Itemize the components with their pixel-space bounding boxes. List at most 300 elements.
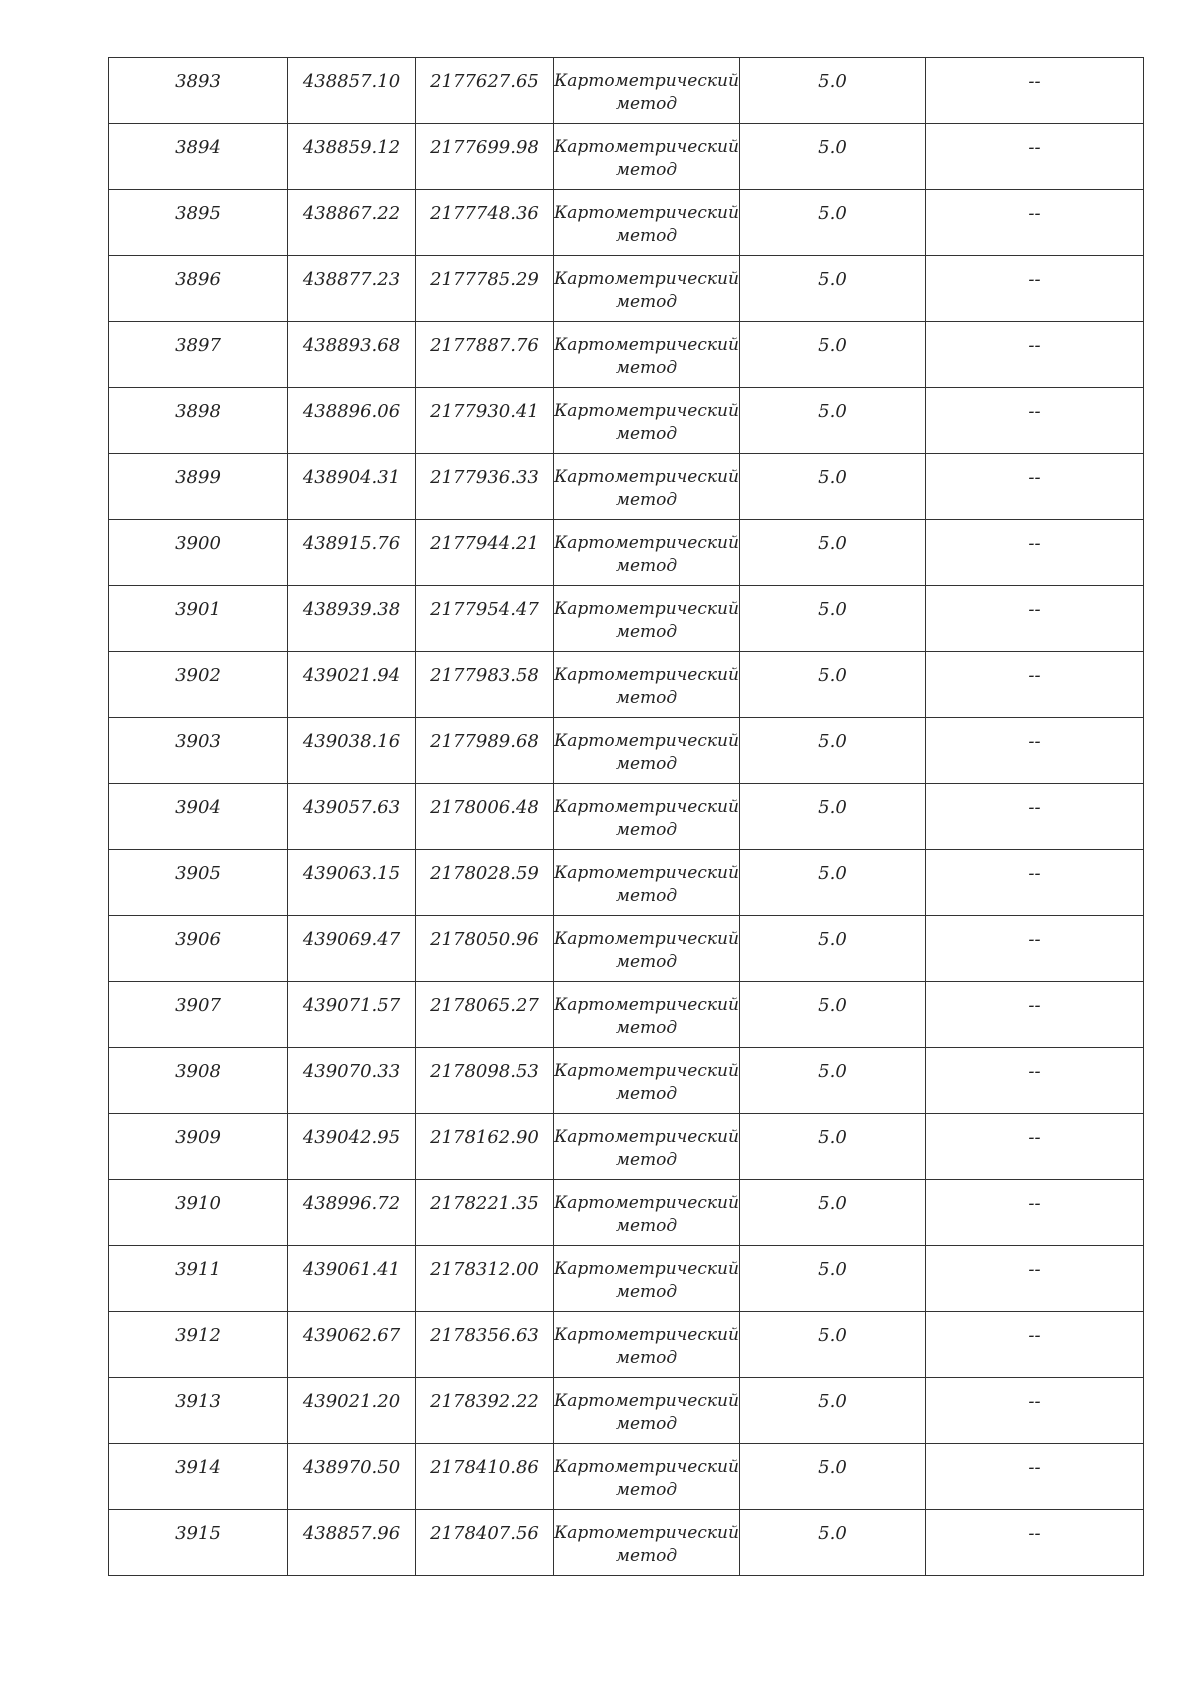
y-coordinate-cell — [416, 322, 554, 388]
y-coordinate-cell-text: 2177936.33 — [430, 467, 539, 488]
note-cell-text: -- — [1028, 863, 1041, 884]
table-row — [109, 1180, 1144, 1246]
note-cell — [926, 1510, 1144, 1576]
y-coordinate-cell — [416, 1048, 554, 1114]
note-cell — [926, 652, 1144, 718]
point-number-cell — [109, 1378, 288, 1444]
y-coordinate-cell-text: 2178392.22 — [430, 1391, 539, 1412]
y-coordinate-cell-text: 2178098.53 — [430, 1061, 539, 1082]
method-cell-text: Картометрический метод — [554, 1061, 739, 1104]
note-cell-text: -- — [1028, 401, 1041, 422]
x-coordinate-cell-text: 439069.47 — [302, 929, 401, 950]
y-coordinate-cell — [416, 652, 554, 718]
note-cell-text: -- — [1028, 599, 1041, 620]
y-coordinate-cell — [416, 1378, 554, 1444]
accuracy-cell-text: 5.0 — [818, 401, 847, 422]
note-cell-text: -- — [1028, 1259, 1041, 1280]
x-coordinate-cell-text: 439063.15 — [302, 863, 401, 884]
y-coordinate-cell-text: 2178050.96 — [430, 929, 539, 950]
accuracy-cell-text: 5.0 — [818, 467, 847, 488]
x-coordinate-cell — [288, 718, 416, 784]
x-coordinate-cell-text: 439021.94 — [302, 665, 401, 686]
accuracy-cell-text: 5.0 — [818, 71, 847, 92]
accuracy-cell-text: 5.0 — [818, 1193, 847, 1214]
point-number-cell — [109, 190, 288, 256]
point-number-cell — [109, 784, 288, 850]
note-cell — [926, 322, 1144, 388]
point-number-cell-text: 3908 — [175, 1061, 221, 1082]
accuracy-cell-text: 5.0 — [818, 335, 847, 356]
method-cell-text: Картометрический метод — [554, 665, 739, 708]
x-coordinate-cell — [288, 1246, 416, 1312]
note-cell — [926, 190, 1144, 256]
y-coordinate-cell-text: 2177983.58 — [430, 665, 539, 686]
method-cell — [554, 652, 740, 718]
x-coordinate-cell-text: 438859.12 — [302, 137, 401, 158]
y-coordinate-cell-text: 2177699.98 — [430, 137, 539, 158]
method-cell-text: Картометрический метод — [554, 1127, 739, 1170]
x-coordinate-cell — [288, 982, 416, 1048]
x-coordinate-cell-text: 439021.20 — [302, 1391, 401, 1412]
table-row — [109, 1378, 1144, 1444]
note-cell — [926, 1246, 1144, 1312]
method-cell-text: Картометрический метод — [554, 71, 739, 114]
y-coordinate-cell-text: 2178410.86 — [430, 1457, 539, 1478]
note-cell — [926, 718, 1144, 784]
y-coordinate-cell — [416, 718, 554, 784]
coordinates-table — [108, 57, 1144, 1576]
note-cell — [926, 1048, 1144, 1114]
method-cell — [554, 1378, 740, 1444]
x-coordinate-cell-text: 439070.33 — [302, 1061, 401, 1082]
accuracy-cell — [740, 916, 926, 982]
note-cell-text: -- — [1028, 1127, 1041, 1148]
accuracy-cell — [740, 58, 926, 124]
point-number-cell — [109, 718, 288, 784]
x-coordinate-cell — [288, 454, 416, 520]
table-row — [109, 916, 1144, 982]
method-cell — [554, 982, 740, 1048]
point-number-cell-text: 3907 — [175, 995, 221, 1016]
y-coordinate-cell — [416, 916, 554, 982]
x-coordinate-cell-text: 439061.41 — [302, 1259, 401, 1280]
method-cell — [554, 322, 740, 388]
point-number-cell-text: 3900 — [175, 533, 221, 554]
method-cell-text: Картометрический метод — [554, 137, 739, 180]
accuracy-cell-text: 5.0 — [818, 1061, 847, 1082]
x-coordinate-cell-text: 439057.63 — [302, 797, 401, 818]
note-cell-text: -- — [1028, 533, 1041, 554]
y-coordinate-cell-text: 2178065.27 — [430, 995, 539, 1016]
table-row — [109, 1510, 1144, 1576]
note-cell-text: -- — [1028, 1325, 1041, 1346]
method-cell — [554, 124, 740, 190]
accuracy-cell-text: 5.0 — [818, 929, 847, 950]
y-coordinate-cell — [416, 124, 554, 190]
note-cell-text: -- — [1028, 665, 1041, 686]
point-number-cell — [109, 1312, 288, 1378]
method-cell — [554, 1312, 740, 1378]
table-row — [109, 718, 1144, 784]
point-number-cell-text: 3894 — [175, 137, 221, 158]
accuracy-cell — [740, 124, 926, 190]
table-row — [109, 1048, 1144, 1114]
y-coordinate-cell — [416, 982, 554, 1048]
y-coordinate-cell-text: 2178028.59 — [430, 863, 539, 884]
accuracy-cell — [740, 1444, 926, 1510]
y-coordinate-cell-text: 2177944.21 — [430, 533, 539, 554]
point-number-cell-text: 3901 — [175, 599, 221, 620]
table-body — [109, 58, 1144, 1576]
note-cell — [926, 850, 1144, 916]
point-number-cell — [109, 322, 288, 388]
x-coordinate-cell-text: 438915.76 — [302, 533, 401, 554]
y-coordinate-cell — [416, 1444, 554, 1510]
table-row — [109, 58, 1144, 124]
x-coordinate-cell — [288, 256, 416, 322]
method-cell-text: Картометрический метод — [554, 1457, 739, 1500]
y-coordinate-cell-text: 2178221.35 — [430, 1193, 539, 1214]
method-cell-text: Картометрический метод — [554, 797, 739, 840]
point-number-cell-text: 3906 — [175, 929, 221, 950]
note-cell — [926, 1180, 1144, 1246]
point-number-cell — [109, 1180, 288, 1246]
method-cell-text: Картометрический метод — [554, 995, 739, 1038]
y-coordinate-cell-text: 2178162.90 — [430, 1127, 539, 1148]
method-cell-text: Картометрический метод — [554, 1391, 739, 1434]
x-coordinate-cell-text: 439071.57 — [302, 995, 401, 1016]
method-cell-text: Картометрический метод — [554, 731, 739, 774]
accuracy-cell — [740, 1114, 926, 1180]
x-coordinate-cell-text: 438893.68 — [302, 335, 401, 356]
y-coordinate-cell-text: 2178407.56 — [430, 1523, 539, 1544]
accuracy-cell-text: 5.0 — [818, 599, 847, 620]
accuracy-cell — [740, 1246, 926, 1312]
accuracy-cell — [740, 586, 926, 652]
accuracy-cell-text: 5.0 — [818, 203, 847, 224]
table-row — [109, 1312, 1144, 1378]
note-cell-text: -- — [1028, 995, 1041, 1016]
x-coordinate-cell-text: 439038.16 — [302, 731, 401, 752]
y-coordinate-cell — [416, 586, 554, 652]
accuracy-cell-text: 5.0 — [818, 863, 847, 884]
table-row — [109, 388, 1144, 454]
x-coordinate-cell — [288, 916, 416, 982]
y-coordinate-cell-text: 2178006.48 — [430, 797, 539, 818]
y-coordinate-cell — [416, 256, 554, 322]
accuracy-cell — [740, 388, 926, 454]
point-number-cell — [109, 652, 288, 718]
method-cell-text: Картометрический метод — [554, 533, 739, 576]
method-cell-text: Картометрический метод — [554, 1259, 739, 1302]
y-coordinate-cell-text: 2177989.68 — [430, 731, 539, 752]
x-coordinate-cell — [288, 1312, 416, 1378]
point-number-cell — [109, 1114, 288, 1180]
x-coordinate-cell-text: 438996.72 — [302, 1193, 401, 1214]
note-cell-text: -- — [1028, 1457, 1041, 1478]
accuracy-cell-text: 5.0 — [818, 1259, 847, 1280]
note-cell — [926, 1378, 1144, 1444]
point-number-cell-text: 3897 — [175, 335, 221, 356]
method-cell — [554, 1180, 740, 1246]
y-coordinate-cell — [416, 784, 554, 850]
x-coordinate-cell-text: 438904.31 — [302, 467, 401, 488]
accuracy-cell-text: 5.0 — [818, 665, 847, 686]
note-cell — [926, 454, 1144, 520]
x-coordinate-cell-text: 438970.50 — [302, 1457, 401, 1478]
method-cell — [554, 1114, 740, 1180]
table-row — [109, 124, 1144, 190]
x-coordinate-cell — [288, 586, 416, 652]
point-number-cell-text: 3895 — [175, 203, 221, 224]
note-cell — [926, 388, 1144, 454]
y-coordinate-cell-text: 2177785.29 — [430, 269, 539, 290]
table-row — [109, 520, 1144, 586]
y-coordinate-cell — [416, 1510, 554, 1576]
point-number-cell — [109, 1444, 288, 1510]
point-number-cell-text: 3898 — [175, 401, 221, 422]
method-cell-text: Картометрический метод — [554, 467, 739, 510]
accuracy-cell-text: 5.0 — [818, 269, 847, 290]
x-coordinate-cell-text: 439042.95 — [302, 1127, 401, 1148]
method-cell-text: Картометрический метод — [554, 1523, 739, 1566]
table-row — [109, 1114, 1144, 1180]
method-cell — [554, 718, 740, 784]
note-cell-text: -- — [1028, 929, 1041, 950]
table-row — [109, 1444, 1144, 1510]
note-cell — [926, 916, 1144, 982]
table-row — [109, 652, 1144, 718]
point-number-cell — [109, 454, 288, 520]
method-cell-text: Картометрический метод — [554, 203, 739, 246]
accuracy-cell — [740, 982, 926, 1048]
point-number-cell-text: 3914 — [175, 1457, 221, 1478]
accuracy-cell — [740, 1510, 926, 1576]
point-number-cell-text: 3909 — [175, 1127, 221, 1148]
method-cell — [554, 784, 740, 850]
point-number-cell-text: 3915 — [175, 1523, 221, 1544]
x-coordinate-cell — [288, 520, 416, 586]
accuracy-cell-text: 5.0 — [818, 731, 847, 752]
note-cell — [926, 982, 1144, 1048]
y-coordinate-cell — [416, 190, 554, 256]
point-number-cell-text: 3902 — [175, 665, 221, 686]
method-cell — [554, 1510, 740, 1576]
method-cell-text: Картометрический метод — [554, 335, 739, 378]
accuracy-cell — [740, 1048, 926, 1114]
x-coordinate-cell — [288, 1444, 416, 1510]
note-cell-text: -- — [1028, 269, 1041, 290]
method-cell-text: Картометрический метод — [554, 1193, 739, 1236]
accuracy-cell — [740, 1180, 926, 1246]
method-cell-text: Картометрический метод — [554, 929, 739, 972]
note-cell-text: -- — [1028, 1193, 1041, 1214]
accuracy-cell — [740, 652, 926, 718]
x-coordinate-cell — [288, 58, 416, 124]
accuracy-cell — [740, 1378, 926, 1444]
method-cell — [554, 454, 740, 520]
x-coordinate-cell — [288, 124, 416, 190]
note-cell-text: -- — [1028, 137, 1041, 158]
accuracy-cell — [740, 784, 926, 850]
point-number-cell-text: 3893 — [175, 71, 221, 92]
x-coordinate-cell — [288, 1510, 416, 1576]
table-row — [109, 1246, 1144, 1312]
x-coordinate-cell — [288, 652, 416, 718]
method-cell-text: Картометрический метод — [554, 863, 739, 906]
y-coordinate-cell — [416, 520, 554, 586]
y-coordinate-cell-text: 2178356.63 — [430, 1325, 539, 1346]
point-number-cell — [109, 1510, 288, 1576]
x-coordinate-cell-text: 438857.10 — [302, 71, 401, 92]
accuracy-cell-text: 5.0 — [818, 1457, 847, 1478]
table-row — [109, 454, 1144, 520]
table-row — [109, 784, 1144, 850]
accuracy-cell — [740, 322, 926, 388]
point-number-cell-text: 3905 — [175, 863, 221, 884]
method-cell — [554, 1444, 740, 1510]
x-coordinate-cell — [288, 1180, 416, 1246]
method-cell — [554, 1246, 740, 1312]
y-coordinate-cell-text: 2178312.00 — [430, 1259, 539, 1280]
point-number-cell — [109, 1048, 288, 1114]
method-cell — [554, 1048, 740, 1114]
accuracy-cell — [740, 1312, 926, 1378]
note-cell-text: -- — [1028, 1061, 1041, 1082]
table-row — [109, 850, 1144, 916]
point-number-cell — [109, 58, 288, 124]
accuracy-cell-text: 5.0 — [818, 1325, 847, 1346]
x-coordinate-cell-text: 438896.06 — [302, 401, 401, 422]
y-coordinate-cell — [416, 1312, 554, 1378]
x-coordinate-cell — [288, 1114, 416, 1180]
note-cell-text: -- — [1028, 203, 1041, 224]
point-number-cell-text: 3899 — [175, 467, 221, 488]
note-cell-text: -- — [1028, 1523, 1041, 1544]
x-coordinate-cell — [288, 190, 416, 256]
method-cell — [554, 190, 740, 256]
x-coordinate-cell — [288, 784, 416, 850]
x-coordinate-cell — [288, 850, 416, 916]
point-number-cell-text: 3912 — [175, 1325, 221, 1346]
x-coordinate-cell-text: 439062.67 — [302, 1325, 401, 1346]
accuracy-cell-text: 5.0 — [818, 995, 847, 1016]
accuracy-cell-text: 5.0 — [818, 137, 847, 158]
x-coordinate-cell-text: 438867.22 — [302, 203, 401, 224]
note-cell — [926, 520, 1144, 586]
point-number-cell-text: 3896 — [175, 269, 221, 290]
point-number-cell — [109, 256, 288, 322]
note-cell — [926, 124, 1144, 190]
y-coordinate-cell — [416, 1114, 554, 1180]
table-row — [109, 256, 1144, 322]
note-cell — [926, 58, 1144, 124]
note-cell-text: -- — [1028, 1391, 1041, 1412]
accuracy-cell-text: 5.0 — [818, 1523, 847, 1544]
method-cell — [554, 520, 740, 586]
y-coordinate-cell — [416, 1180, 554, 1246]
table-row — [109, 190, 1144, 256]
method-cell-text: Картометрический метод — [554, 1325, 739, 1368]
y-coordinate-cell — [416, 850, 554, 916]
accuracy-cell-text: 5.0 — [818, 1391, 847, 1412]
note-cell-text: -- — [1028, 335, 1041, 356]
x-coordinate-cell-text: 438877.23 — [302, 269, 401, 290]
method-cell — [554, 850, 740, 916]
note-cell — [926, 1312, 1144, 1378]
accuracy-cell-text: 5.0 — [818, 797, 847, 818]
method-cell-text: Картометрический метод — [554, 269, 739, 312]
x-coordinate-cell — [288, 388, 416, 454]
point-number-cell-text: 3904 — [175, 797, 221, 818]
point-number-cell — [109, 916, 288, 982]
accuracy-cell — [740, 454, 926, 520]
y-coordinate-cell-text: 2177627.65 — [430, 71, 539, 92]
accuracy-cell-text: 5.0 — [818, 1127, 847, 1148]
y-coordinate-cell — [416, 58, 554, 124]
y-coordinate-cell-text: 2177887.76 — [430, 335, 539, 356]
point-number-cell-text: 3911 — [175, 1259, 221, 1280]
y-coordinate-cell — [416, 388, 554, 454]
y-coordinate-cell-text: 2177930.41 — [430, 401, 539, 422]
note-cell — [926, 256, 1144, 322]
method-cell-text: Картометрический метод — [554, 599, 739, 642]
point-number-cell-text: 3903 — [175, 731, 221, 752]
accuracy-cell-text: 5.0 — [818, 533, 847, 554]
y-coordinate-cell-text: 2177954.47 — [430, 599, 539, 620]
accuracy-cell — [740, 850, 926, 916]
point-number-cell-text: 3910 — [175, 1193, 221, 1214]
note-cell — [926, 1444, 1144, 1510]
point-number-cell — [109, 586, 288, 652]
point-number-cell — [109, 850, 288, 916]
x-coordinate-cell — [288, 1048, 416, 1114]
y-coordinate-cell-text: 2177748.36 — [430, 203, 539, 224]
x-coordinate-cell-text: 438939.38 — [302, 599, 401, 620]
note-cell-text: -- — [1028, 467, 1041, 488]
method-cell — [554, 586, 740, 652]
x-coordinate-cell — [288, 1378, 416, 1444]
y-coordinate-cell — [416, 1246, 554, 1312]
note-cell — [926, 784, 1144, 850]
note-cell-text: -- — [1028, 71, 1041, 92]
method-cell-text: Картометрический метод — [554, 401, 739, 444]
table-row — [109, 322, 1144, 388]
method-cell — [554, 388, 740, 454]
accuracy-cell — [740, 256, 926, 322]
point-number-cell — [109, 388, 288, 454]
table-row — [109, 586, 1144, 652]
method-cell — [554, 256, 740, 322]
point-number-cell — [109, 124, 288, 190]
note-cell — [926, 586, 1144, 652]
point-number-cell — [109, 520, 288, 586]
accuracy-cell — [740, 718, 926, 784]
note-cell — [926, 1114, 1144, 1180]
point-number-cell-text: 3913 — [175, 1391, 221, 1412]
method-cell — [554, 58, 740, 124]
point-number-cell — [109, 1246, 288, 1312]
x-coordinate-cell-text: 438857.96 — [302, 1523, 401, 1544]
point-number-cell — [109, 982, 288, 1048]
note-cell-text: -- — [1028, 797, 1041, 818]
accuracy-cell — [740, 190, 926, 256]
x-coordinate-cell — [288, 322, 416, 388]
y-coordinate-cell — [416, 454, 554, 520]
note-cell-text: -- — [1028, 731, 1041, 752]
accuracy-cell — [740, 520, 926, 586]
method-cell — [554, 916, 740, 982]
